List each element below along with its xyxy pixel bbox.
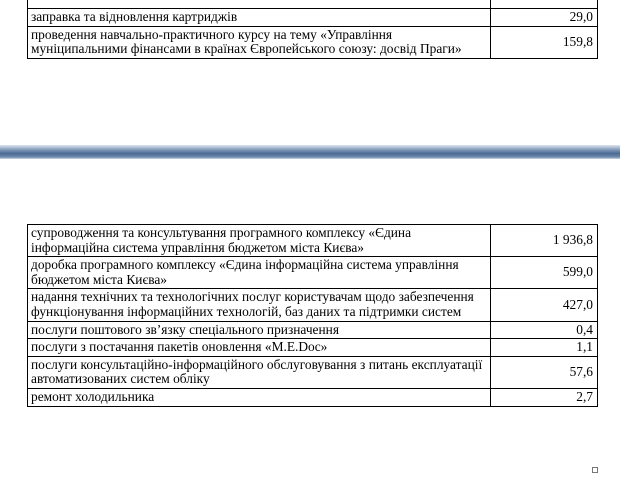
row-description: [28, 0, 491, 9]
row-amount: 1 936,8: [491, 225, 598, 257]
table-resize-handle[interactable]: [592, 467, 598, 473]
row-description: надання технічних та технологічних послуг користувачам щодо забезпечення функціонування інформаційних технологій, баз даних та підтримки систем: [28, 289, 491, 321]
row-amount: 159,8: [491, 26, 598, 58]
row-description: послуги поштового зв’язку спеціального призначення: [28, 321, 491, 339]
table-row: [28, 356, 598, 388]
row-amount: 57,6: [491, 356, 598, 388]
row-description: заправка та відновлення картриджів: [28, 9, 491, 27]
table-row: [28, 289, 598, 321]
table-row: [28, 9, 598, 27]
row-description: доробка програмного комплексу «Єдина інформаційна система управління бюджетом міста Києва»: [28, 257, 491, 289]
row-amount: 0,4: [491, 321, 598, 339]
table-row: [28, 0, 598, 9]
row-amount: [491, 0, 598, 9]
row-description: проведення навчально-практичного курсу на тему «Управління муніципальними фінансами в країнах Європейського союзу: досвід Праги»: [28, 26, 491, 58]
page-separator: [0, 145, 620, 159]
table-row: [28, 388, 598, 406]
table-row: [28, 339, 598, 357]
row-description: послуги консультаційно-інформаційного обслуговування з питань експлуатації автоматизованих систем обліку: [28, 356, 491, 388]
table-row: [28, 26, 598, 58]
row-description: ремонт холодильника: [28, 388, 491, 406]
table-row: [28, 225, 598, 257]
row-description: супроводження та консультування програмного комплексу «Єдина інформаційна система управління бюджетом міста Києва»: [28, 225, 491, 257]
row-amount: 1,1: [491, 339, 598, 357]
row-description: послуги з постачання пакетів оновлення «M.E.Doc»: [28, 339, 491, 357]
expenses-table-bottom: [27, 224, 598, 407]
row-amount: 427,0: [491, 289, 598, 321]
table-row: [28, 257, 598, 289]
row-amount: 599,0: [491, 257, 598, 289]
table-row: [28, 321, 598, 339]
row-amount: 2,7: [491, 388, 598, 406]
expenses-table-top: [27, 0, 598, 59]
row-amount: 29,0: [491, 9, 598, 27]
